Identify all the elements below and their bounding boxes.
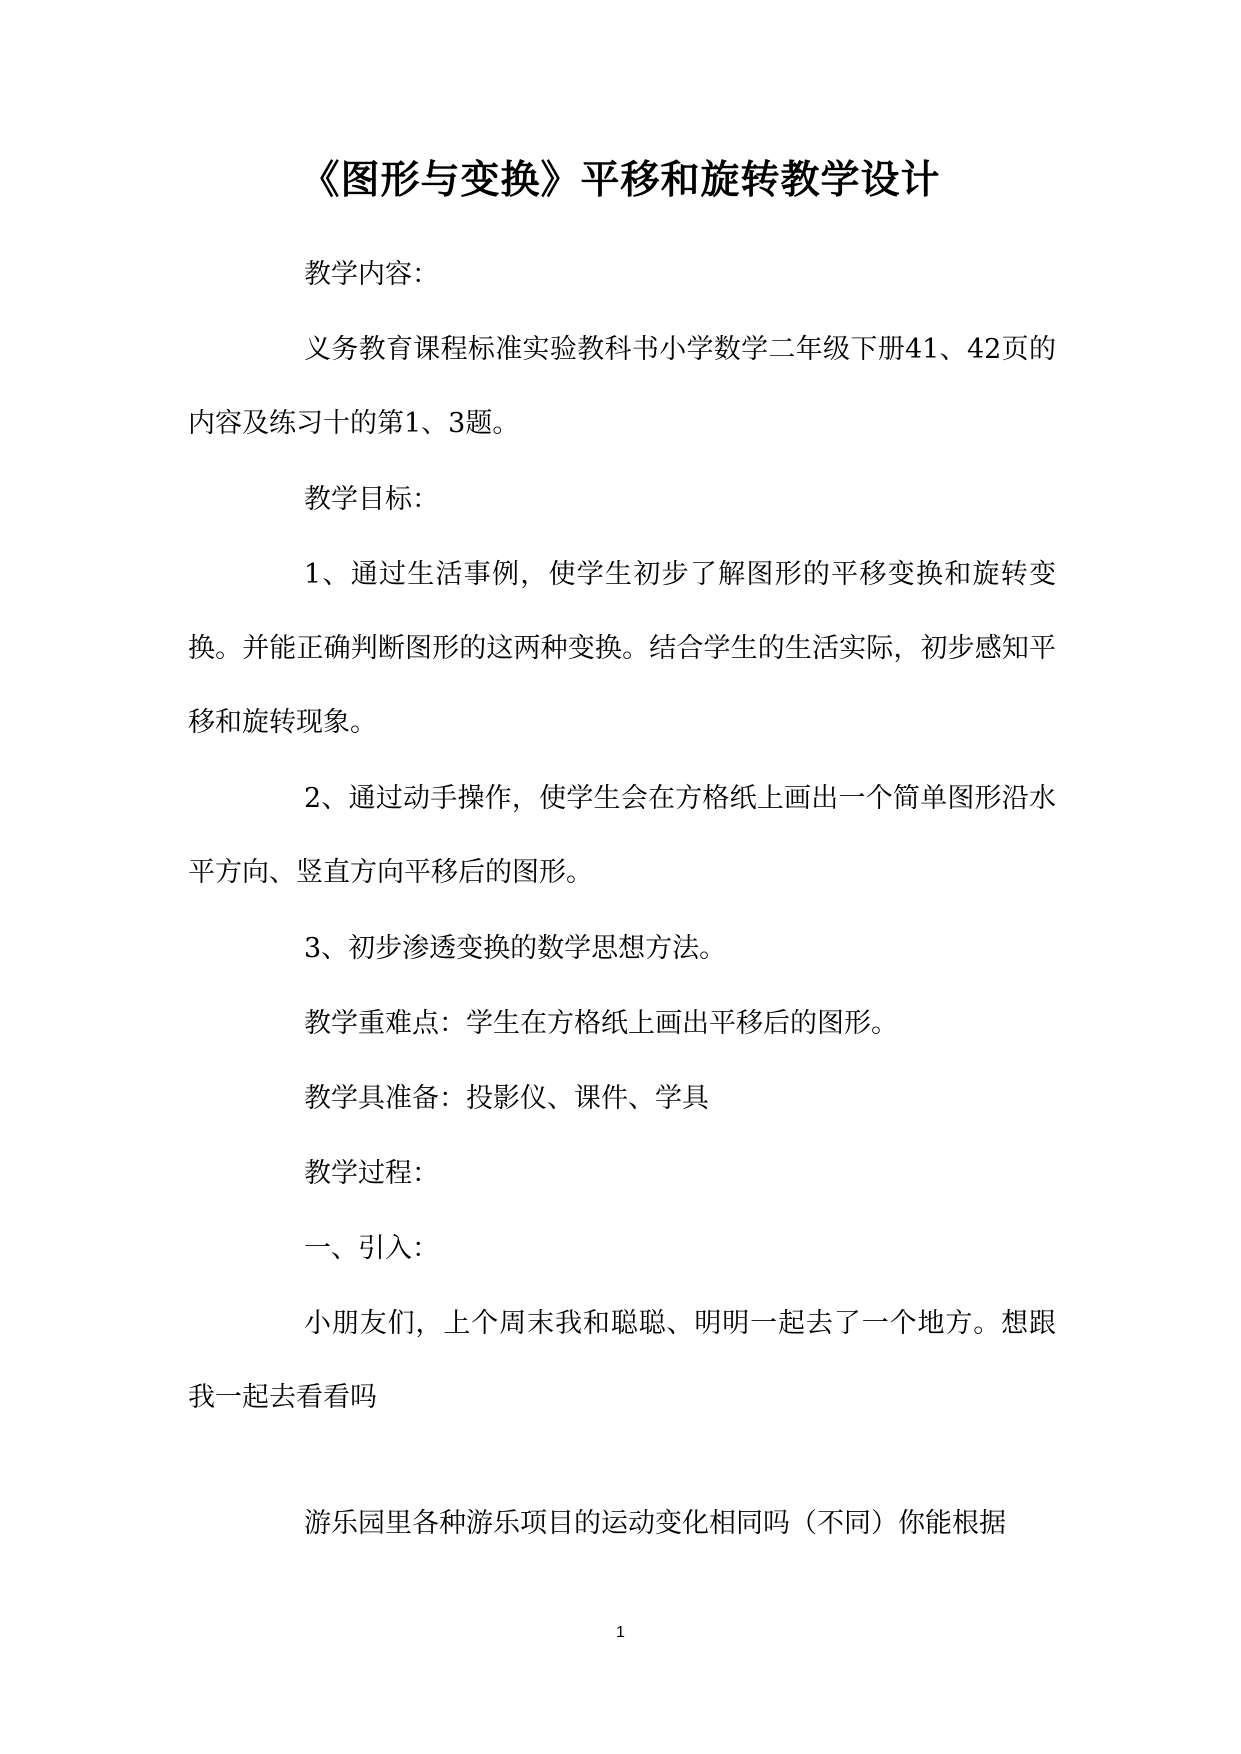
- page-number: 1: [616, 1624, 625, 1641]
- document-body: [188, 256, 1056, 1580]
- paragraph-introduction-text: 小朋友们，上个周末我和聪聪、明明一起去了一个地方。想跟我一起去看看吗: [188, 1308, 1056, 1413]
- paragraph-goal-3: 3、初步渗透变换的数学思想方法。: [304, 933, 727, 964]
- paragraph-teaching-content: 义务教育课程标准实验教科书小学数学二年级下册41、42页的内容及练习十的第1、3题。: [188, 334, 1056, 439]
- paragraph-goal-1: 1、通过生活事例，使学生初步了解图形的平移变换和旋转变换。并能正确判断图形的这两种变换。结合学生的生活实际，初步感知平移和旋转现象。: [188, 559, 1056, 738]
- paragraph-amusement-park: 游乐园里各种游乐项目的运动变化相同吗（不同）你能根据: [304, 1508, 1006, 1539]
- document-title: 《图形与变换》平移和旋转教学设计: [300, 157, 941, 203]
- paragraph-key-points: 教学重难点：学生在方格纸上画出平移后的图形。: [304, 1008, 898, 1039]
- paragraph-materials: 教学具准备：投影仪、课件、学具: [304, 1083, 709, 1114]
- paragraph-process-heading: 教学过程：: [304, 1158, 439, 1189]
- paragraph-teaching-goals-heading: 教学目标：: [304, 484, 439, 515]
- paragraph-introduction-heading: 一、引入：: [304, 1233, 439, 1264]
- paragraph-teaching-content-heading: 教学内容：: [304, 259, 439, 290]
- paragraph-goal-2: 2、通过动手操作，使学生会在方格纸上画出一个简单图形沿水平方向、竖直方向平移后的图形。: [188, 783, 1056, 888]
